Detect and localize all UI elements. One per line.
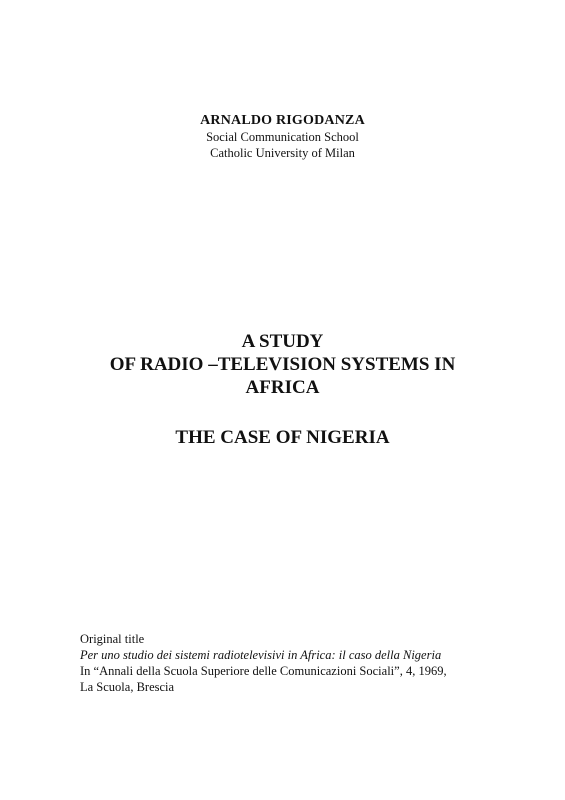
- original-publisher: La Scuola, Brescia: [80, 680, 175, 694]
- original-italian-title: Per uno studio dei sistemi radiotelevisivi in Africa: il caso della Nigeria: [80, 648, 442, 662]
- title-line-1: A STUDY: [241, 331, 324, 352]
- author-name: ARNALDO RIGODANZA: [200, 113, 365, 128]
- document-subtitle: THE CASE OF NIGERIA: [175, 427, 390, 448]
- original-citation: In “Annali della Scuola Superiore delle Comunicazioni Sociali”, 4, 1969,: [80, 664, 447, 678]
- document-title: [0, 330, 565, 399]
- title-line-2: OF RADIO –TELEVISION SYSTEMS IN: [109, 354, 456, 375]
- author-affiliation-school: Social Communication School: [206, 130, 359, 144]
- title-line-3: AFRICA: [245, 377, 320, 398]
- original-title-label: Original title: [80, 632, 145, 646]
- author-affiliation-university: Catholic University of Milan: [210, 146, 355, 160]
- original-title-block: [80, 631, 550, 695]
- author-block: [0, 112, 565, 161]
